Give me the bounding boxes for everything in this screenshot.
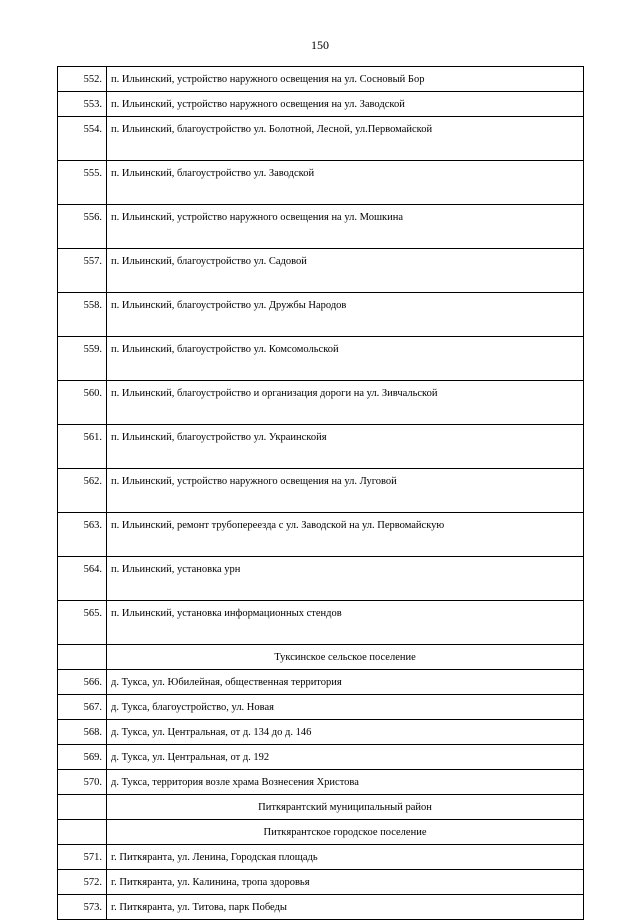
table-row [58, 161, 584, 205]
section-header-row [58, 645, 584, 670]
table-row [58, 513, 584, 557]
row-number: 570. [58, 770, 107, 795]
row-number: 560. [58, 381, 107, 425]
row-description: д. Тукса, ул. Центральная, от д. 192 [107, 745, 584, 770]
row-number: 567. [58, 695, 107, 720]
row-description: г. Питкяранта, ул. Титова, парк Победы [107, 895, 584, 920]
row-number: 565. [58, 601, 107, 645]
row-number: 566. [58, 670, 107, 695]
table-row [58, 67, 584, 92]
section-title: Питкярантский муниципальный район [107, 795, 584, 820]
table-row [58, 770, 584, 795]
row-description: п. Ильинский, установка информационных стендов [107, 601, 584, 645]
row-description: п. Ильинский, благоустройство ул. Комсомольской [107, 337, 584, 381]
row-description: п. Ильинский, благоустройство ул. Украинскойя [107, 425, 584, 469]
section-title: Питкярантское городское поселение [107, 820, 584, 845]
row-number: 572. [58, 870, 107, 895]
table-row [58, 601, 584, 645]
table-row [58, 92, 584, 117]
table-row [58, 870, 584, 895]
row-description: п. Ильинский, благоустройство ул. Дружбы Народов [107, 293, 584, 337]
row-number: 561. [58, 425, 107, 469]
row-description: п. Ильинский, устройство наружного освещения на ул. Луговой [107, 469, 584, 513]
row-number: 558. [58, 293, 107, 337]
row-number: 552. [58, 67, 107, 92]
registry-table [57, 66, 584, 920]
table-row [58, 337, 584, 381]
section-title: Туксинское сельское поселение [107, 645, 584, 670]
row-description: п. Ильинский, устройство наружного освещения на ул. Сосновый Бор [107, 67, 584, 92]
table-row [58, 695, 584, 720]
table-row [58, 845, 584, 870]
page-number: 150 [311, 38, 329, 52]
row-description: п. Ильинский, благоустройство и организация дороги на ул. Зивчальской [107, 381, 584, 425]
table-row [58, 381, 584, 425]
row-number: 571. [58, 845, 107, 870]
row-description: п. Ильинский, благоустройство ул. Болотной, Лесной, ул.Первомайской [107, 117, 584, 161]
row-description: г. Питкяранта, ул. Ленина, Городская площадь [107, 845, 584, 870]
row-description: г. Питкяранта, ул. Калинина, тропа здоровья [107, 870, 584, 895]
row-number: 564. [58, 557, 107, 601]
row-number: 573. [58, 895, 107, 920]
row-description: д. Тукса, ул. Юбилейная, общественная территория [107, 670, 584, 695]
row-number: 569. [58, 745, 107, 770]
section-header-row [58, 795, 584, 820]
table-row [58, 249, 584, 293]
row-number: 559. [58, 337, 107, 381]
section-header-row [58, 820, 584, 845]
row-description: п. Ильинский, благоустройство ул. Садовой [107, 249, 584, 293]
row-description: п. Ильинский, устройство наружного освещения на ул. Заводской [107, 92, 584, 117]
row-number: 554. [58, 117, 107, 161]
row-description: п. Ильинский, устройство наружного освещения на ул. Мошкина [107, 205, 584, 249]
table-row [58, 205, 584, 249]
row-number: 562. [58, 469, 107, 513]
table-row [58, 117, 584, 161]
row-number [58, 795, 107, 820]
row-number: 553. [58, 92, 107, 117]
row-number: 563. [58, 513, 107, 557]
row-description: п. Ильинский, ремонт трубопереезда с ул. Заводской на ул. Первомайскую [107, 513, 584, 557]
table-row [58, 720, 584, 745]
table-row [58, 425, 584, 469]
row-description: д. Тукса, территория возле храма Вознесения Христова [107, 770, 584, 795]
row-description: д. Тукса, благоустройство, ул. Новая [107, 695, 584, 720]
row-description: д. Тукса, ул. Центральная, от д. 134 до д. 146 [107, 720, 584, 745]
row-number [58, 645, 107, 670]
row-description: п. Ильинский, благоустройство ул. Заводской [107, 161, 584, 205]
table-row [58, 469, 584, 513]
row-number: 555. [58, 161, 107, 205]
table-row [58, 557, 584, 601]
row-number: 568. [58, 720, 107, 745]
table-row [58, 895, 584, 920]
table-row [58, 745, 584, 770]
row-description: п. Ильинский, установка урн [107, 557, 584, 601]
row-number [58, 820, 107, 845]
table-row [58, 670, 584, 695]
registry-table-body [58, 67, 584, 920]
row-number: 557. [58, 249, 107, 293]
row-number: 556. [58, 205, 107, 249]
table-row [58, 293, 584, 337]
